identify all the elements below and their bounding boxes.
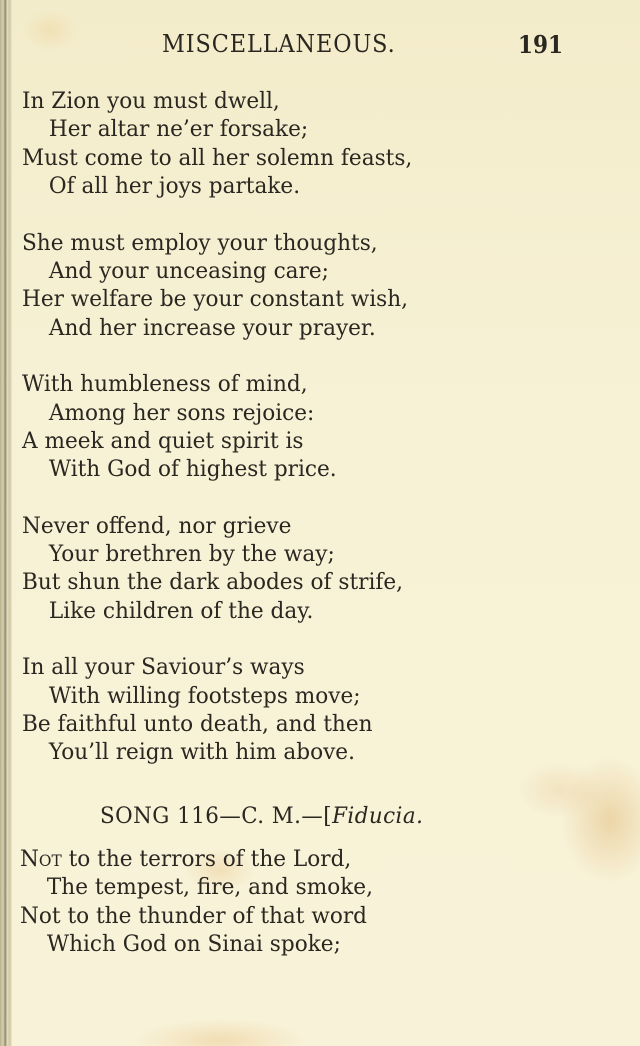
song-number-meter: SONG 116—C. M.—[ (100, 803, 333, 829)
verse-line: The tempest, fire, and smoke, (46, 874, 373, 901)
verse-line: With willing footsteps move; (48, 682, 361, 709)
stanza-4 (22, 512, 482, 626)
verse-line: Which God on Sinai spoke; (46, 931, 341, 958)
verse-line: In all your Saviour’s ways (22, 654, 305, 681)
verse-line: And your unceasing care; (48, 257, 329, 284)
verse-line: Your brethren by the way; (48, 541, 335, 568)
hymn-verses (22, 87, 482, 767)
verse-line: Be faithful unto death, and then (22, 711, 373, 738)
verse-line: Not to the thunder of that word (20, 902, 367, 929)
verse-line: In Zion you must dwell, (22, 88, 280, 114)
verse-line: She must employ your thoughts, (22, 229, 378, 256)
verse-line: A meek and quiet spirit is (22, 427, 304, 454)
verse-line (20, 845, 373, 873)
first-word-smallcaps: Not (20, 846, 62, 872)
verse-line: Her welfare be your constant wish, (22, 286, 408, 313)
verse-line: Among her sons rejoice: (48, 399, 315, 426)
verse-line: With God of highest price. (48, 456, 337, 483)
verse-line: But shun the dark abodes of strife, (22, 569, 404, 596)
song-116-verse (20, 845, 388, 959)
book-spine-edge (0, 0, 12, 1046)
page-header (0, 30, 640, 66)
page-number: 191 (518, 30, 564, 59)
verse-line: Like children of the day. (48, 597, 314, 624)
stanza-3 (22, 370, 482, 484)
first-line-rest: to the terrors of the Lord, (61, 846, 352, 872)
verse-line: Of all her joys partake. (48, 173, 301, 200)
verse-line: Never offend, nor grieve (22, 512, 292, 539)
verse-line: Must come to all her solemn feasts, (22, 144, 413, 171)
running-title: MISCELLANEOUS. (162, 30, 396, 58)
song-heading (100, 803, 423, 829)
verse-line: You’ll reign with him above. (48, 739, 355, 766)
verse-line: With humbleness of mind, (22, 371, 308, 398)
stanza-1 (22, 87, 482, 201)
tune-name: Fiducia. (332, 803, 424, 829)
stanza-2 (22, 229, 482, 343)
stanza-5 (22, 653, 482, 767)
verse-line: Her altar ne’er forsake; (48, 116, 309, 143)
verse-line: And her increase your prayer. (48, 314, 376, 341)
